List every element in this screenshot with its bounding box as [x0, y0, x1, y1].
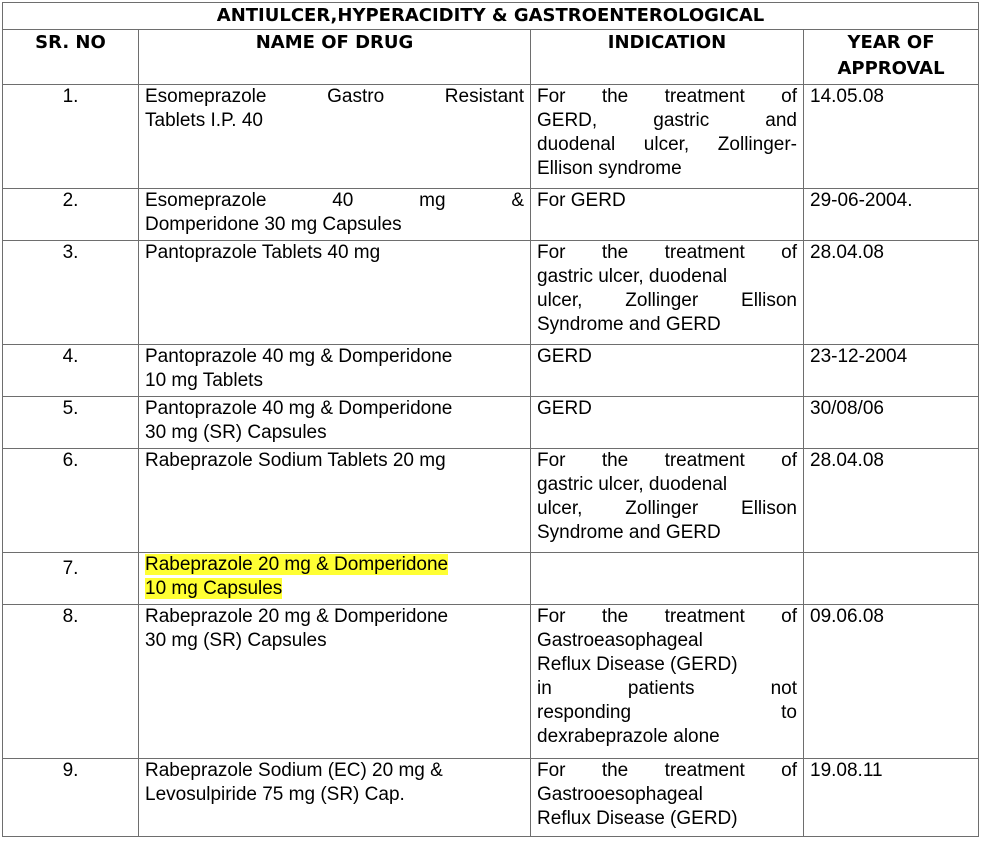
- drug-name-line: 30 mg (SR) Capsules: [145, 422, 327, 443]
- table-title: ANTIULCER,HYPERACIDITY & GASTROENTEROLOGICAL: [3, 3, 979, 30]
- drug-name-cell: [139, 345, 531, 397]
- approval-year-cell-empty: [804, 553, 979, 605]
- drug-name-line: Rabeprazole Sodium Tablets 20 mg: [145, 450, 446, 471]
- drug-name-line: Pantoprazole 40 mg & Domperidone: [145, 398, 453, 419]
- drug-name-cell: [139, 189, 531, 241]
- indication-cell: [531, 397, 804, 449]
- drug-name-line: 10 mg Tablets: [145, 370, 263, 391]
- approval-year-cell: 09.06.08: [804, 605, 979, 759]
- sr-no-cell: 1.: [3, 85, 139, 189]
- header-indication: INDICATION: [531, 30, 804, 85]
- header-sr-no: SR. NO: [3, 30, 139, 85]
- indication-line: Gastroeasophageal: [537, 630, 703, 651]
- sr-no-cell: 5.: [3, 397, 139, 449]
- highlighted-drug-name-line: 10 mg Capsules: [145, 578, 283, 599]
- table-row: [3, 605, 979, 759]
- indication-cell: [531, 605, 804, 759]
- indication-cell: [531, 345, 804, 397]
- indication-line: responding to: [537, 702, 797, 723]
- sr-no-cell: 9.: [3, 759, 139, 837]
- header-year-line2: APPROVAL: [837, 58, 945, 79]
- indication-line: Ellison syndrome: [537, 158, 682, 179]
- sr-no-cell: 3.: [3, 241, 139, 345]
- table-row: [3, 345, 979, 397]
- drug-name-line: 30 mg (SR) Capsules: [145, 630, 327, 651]
- drug-name-line: Domperidone 30 mg Capsules: [145, 214, 402, 235]
- sr-no-cell: 7.: [3, 553, 139, 605]
- approval-year-cell: 23-12-2004: [804, 345, 979, 397]
- table-row: [3, 189, 979, 241]
- indication-line: GERD: [537, 398, 592, 419]
- approval-year-cell: 28.04.08: [804, 449, 979, 553]
- approval-year-cell: 28.04.08: [804, 241, 979, 345]
- table-row: [3, 449, 979, 553]
- indication-line: GERD: [537, 346, 592, 367]
- indication-line: Reflux Disease (GERD): [537, 808, 738, 829]
- drug-name-cell: [139, 85, 531, 189]
- drug-name-cell: [139, 241, 531, 345]
- drug-name-line: Pantoprazole Tablets 40 mg: [145, 242, 381, 263]
- drug-name-line: Pantoprazole 40 mg & Domperidone: [145, 346, 453, 367]
- indication-line: Gastrooesophageal: [537, 784, 703, 805]
- drug-name-line: Rabeprazole 20 mg & Domperidone: [145, 606, 449, 627]
- drug-name-cell: [139, 605, 531, 759]
- indication-line: gastric ulcer, duodenal: [537, 266, 728, 287]
- approval-year-cell: 19.08.11: [804, 759, 979, 837]
- header-year-of-approval: [804, 30, 979, 85]
- table-row: [3, 397, 979, 449]
- drug-name-cell: [139, 759, 531, 837]
- indication-line: Reflux Disease (GERD): [537, 654, 738, 675]
- header-name-of-drug: NAME OF DRUG: [139, 30, 531, 85]
- highlighted-drug-name-line: Rabeprazole 20 mg & Domperidone: [145, 554, 449, 575]
- indication-line: For the treatment of: [537, 86, 797, 107]
- approval-year-cell: 14.05.08: [804, 85, 979, 189]
- indication-line: For the treatment of: [537, 760, 797, 781]
- indication-line: ulcer, Zollinger Ellison: [537, 290, 797, 311]
- table-row: [3, 85, 979, 189]
- drug-name-line: Esomeprazole 40 mg &: [145, 190, 524, 211]
- table-row: [3, 553, 979, 605]
- indication-cell: [531, 759, 804, 837]
- indication-line: in patients not: [537, 678, 797, 699]
- drug-name-cell: [139, 397, 531, 449]
- table-row: [3, 241, 979, 345]
- drug-name-line: Rabeprazole Sodium (EC) 20 mg &: [145, 760, 443, 781]
- sr-no-cell: 6.: [3, 449, 139, 553]
- drug-name-cell: [139, 449, 531, 553]
- indication-cell-empty: [531, 553, 804, 605]
- indication-line: gastric ulcer, duodenal: [537, 474, 728, 495]
- indication-line: For the treatment of: [537, 606, 797, 627]
- indication-line: ulcer, Zollinger Ellison: [537, 498, 797, 519]
- indication-line: GERD, gastric and: [537, 110, 797, 131]
- drug-name-line: Esomeprazole Gastro Resistant: [145, 86, 524, 107]
- indication-line: duodenal ulcer, Zollinger-: [537, 134, 797, 155]
- drug-approval-table: [2, 2, 979, 837]
- table-row: [3, 759, 979, 837]
- indication-cell: [531, 189, 804, 241]
- indication-cell: [531, 85, 804, 189]
- sr-no-cell: 8.: [3, 605, 139, 759]
- indication-line: Syndrome and GERD: [537, 314, 721, 335]
- header-year-line1: YEAR OF: [847, 32, 935, 53]
- approval-year-cell: 29-06-2004.: [804, 189, 979, 241]
- indication-line: For GERD: [537, 190, 626, 211]
- sr-no-cell: 2.: [3, 189, 139, 241]
- drug-name-line: Levosulpiride 75 mg (SR) Cap.: [145, 784, 405, 805]
- drug-name-line: Tablets I.P. 40: [145, 110, 263, 131]
- indication-line: For the treatment of: [537, 242, 797, 263]
- indication-line: Syndrome and GERD: [537, 522, 721, 543]
- sr-no-cell: 4.: [3, 345, 139, 397]
- drug-name-cell: [139, 553, 531, 605]
- indication-cell: [531, 241, 804, 345]
- indication-line: dexrabeprazole alone: [537, 726, 720, 747]
- indication-cell: [531, 449, 804, 553]
- approval-year-cell: 30/08/06: [804, 397, 979, 449]
- indication-line: For the treatment of: [537, 450, 797, 471]
